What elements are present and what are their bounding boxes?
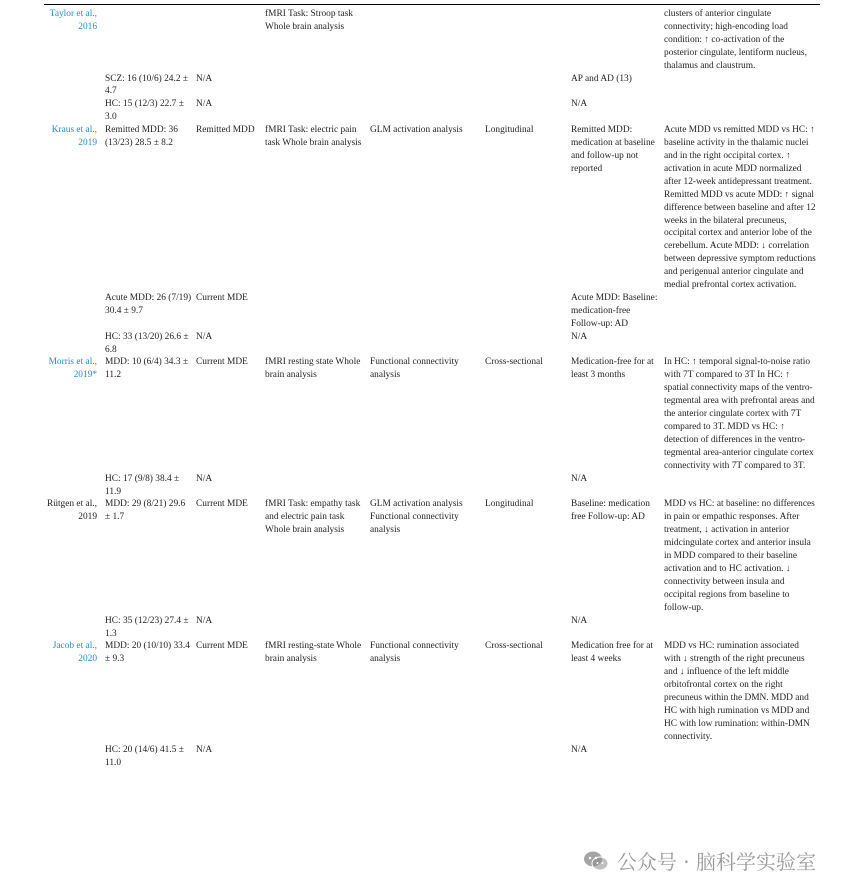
table-row: [44, 640, 820, 743]
cell-method: [370, 98, 485, 124]
cell-mde: Current MDE: [196, 499, 248, 510]
cell-method: GLM activation analysis: [370, 125, 463, 136]
cell-sample: HC: 33 (13/20) 26.6 ± 6.8: [105, 331, 189, 355]
cell-task: fMRI Task: Stroop task Whole brain analysis: [265, 9, 353, 32]
cell-findings: Acute MDD vs remitted MDD vs HC: ↑ baseline activity in the thalamic nuclei and in the right occipital cortex. ↑ activation in acute MDD normalized after 12-week antidepressant treatment. Remitted MDD vs acute MDD: ↑ signal difference between baseline and after 12 weeks in the bilateral precuneus, occipital cortex and anterior lobe of the cerebellum. Acute MDD: ↓ correlation between depressive symptom reductions and perigenual anterior cingulate and medial prefrontal cortex activation.: [664, 125, 816, 291]
cell-mde: Current MDE: [196, 641, 248, 652]
cell-mde: Current MDE: [196, 292, 248, 303]
study-reference-link[interactable]: Kraus et al., 2019: [51, 125, 97, 149]
cell-mde: N/A: [196, 73, 213, 84]
watermark-text: 公众号 · 脑科学实验室: [616, 850, 816, 874]
cell-task: [265, 744, 370, 770]
cell-design: [485, 331, 571, 357]
table-top-rule: [44, 4, 820, 5]
table-row: [44, 356, 820, 472]
cell-findings: [664, 473, 820, 499]
cell-task: [265, 615, 370, 641]
cell-method: GLM activation analysis Functional connectivity analysis: [370, 499, 463, 536]
cell-study: [44, 744, 105, 770]
cell-mde: N/A: [196, 744, 213, 755]
study-reference-link[interactable]: Jacob et al., 2020: [52, 641, 97, 665]
cell-sample: Remitted MDD: 36 (13/23) 28.5 ± 8.2: [105, 125, 178, 149]
cell-sample: MDD: 10 (6/4) 34.3 ± 11.2: [105, 357, 189, 381]
cell-sample: [105, 8, 196, 73]
cell-medication: AP and AD (13): [571, 73, 632, 84]
cell-method: [370, 331, 485, 357]
cell-task: fMRI Task: empathy task and electric pain task Whole brain analysis: [265, 499, 361, 536]
cell-method: [370, 8, 485, 73]
cell-findings: [664, 98, 820, 124]
cell-mde: N/A: [196, 99, 213, 110]
cell-study: [44, 615, 105, 641]
cell-design: Longitudinal: [485, 499, 534, 510]
cell-mde: Remitted MDD: [196, 125, 255, 136]
cell-design: [485, 98, 571, 124]
cell-task: [265, 473, 370, 499]
table-row: [44, 124, 820, 292]
cell-study: [44, 473, 105, 499]
cell-medication: N/A: [571, 473, 588, 484]
cell-study: [44, 73, 105, 99]
table-row: [44, 292, 820, 331]
cell-findings: clusters of anterior cingulate connectivity; high-encoding load condition: ↑ co-activation of the posterior cingulate, lentiform nucleus, thalamus and claustrum.: [664, 9, 807, 71]
cell-medication: Medication-free for at least 3 months: [571, 357, 654, 381]
table-row: [44, 615, 820, 641]
cell-design: [485, 73, 571, 99]
cell-findings: In HC: ↑ temporal signal-to-noise ratio with 7T compared to 3T In HC: ↑ spatial connectivity maps of the ventro-tegmental area with prefrontal areas and the anterior cingulate cortex with 7T compared to 3T. MDD vs HC: ↑ detection of differences in the ventro-tegmental area-anterior cingulate cortex connectivity with 7T compared to 3T.: [664, 357, 815, 471]
cell-sample: MDD: 29 (8/21) 29.6 ± 1.7: [105, 499, 186, 523]
cell-findings: MDD vs HC: rumination associated with ↓ strength of the right precuneus and ↓ influence of the left middle orbitofrontal cortex on the right precuneus within the DMN. MDD and HC with high rumination vs MDD and HC with low rumination: within-DMN connectivity.: [664, 641, 810, 742]
cell-task: [265, 73, 370, 99]
cell-method: [370, 73, 485, 99]
cell-method: [370, 473, 485, 499]
cell-task: [265, 292, 370, 331]
watermark: [583, 846, 816, 875]
cell-design: [485, 8, 571, 73]
cell-mde: Current MDE: [196, 357, 248, 368]
cell-method: [370, 615, 485, 641]
cell-method: Functional connectivity analysis: [370, 641, 459, 665]
cell-design: Longitudinal: [485, 125, 534, 136]
cell-medication: N/A: [571, 615, 588, 626]
table-row: [44, 331, 820, 357]
cell-findings: [664, 615, 820, 641]
table-row: [44, 473, 820, 499]
wechat-icon: [583, 850, 609, 872]
cell-method: [370, 292, 485, 331]
cell-task: fMRI Task: electric pain task Whole brain analysis: [265, 125, 362, 149]
cell-medication: N/A: [571, 331, 588, 342]
cell-method: [370, 744, 485, 770]
cell-sample: SCZ: 16 (10/6) 24.2 ± 4.7: [105, 73, 189, 97]
cell-mde: [196, 8, 265, 73]
cell-sample: HC: 35 (12/23) 27.4 ± 1.3: [105, 615, 189, 639]
study-reference-link: Rütgen et al., 2019: [47, 499, 97, 523]
table-row: [44, 98, 820, 124]
table-row: [44, 744, 820, 770]
cell-task: fMRI resting state Whole brain analysis: [265, 357, 361, 381]
cell-findings: [664, 73, 820, 99]
table-row: [44, 498, 820, 614]
cell-medication: Remitted MDD: medication at baseline and follow-up not reported: [571, 125, 655, 174]
cell-sample: HC: 17 (9/8) 38.4 ± 11.9: [105, 473, 180, 497]
cell-mde: N/A: [196, 331, 213, 342]
cell-sample: HC: 20 (14/6) 41.5 ± 11.0: [105, 744, 184, 768]
cell-design: [485, 744, 571, 770]
cell-medication: [571, 8, 664, 73]
cell-medication: N/A: [571, 99, 588, 110]
cell-medication: Acute MDD: Baseline: medication-free Follow-up: AD: [571, 292, 658, 329]
cell-sample: HC: 15 (12/3) 22.7 ± 3.0: [105, 99, 184, 123]
cell-task: fMRI resting-state Whole brain analysis: [265, 641, 362, 665]
cell-study: [44, 98, 105, 124]
cell-medication: N/A: [571, 744, 588, 755]
cell-sample: MDD: 20 (10/10) 33.4 ± 9.3: [105, 641, 190, 665]
table-row: [44, 8, 820, 73]
studies-table: [44, 8, 820, 769]
cell-study: [44, 331, 105, 357]
cell-findings: MDD vs HC: at baseline: no differences in pain or empathic responses. After treatment, ↓ activation in anterior midcingulate cortex and anterior insula in MDD compared to their baseline activation and to HC activation. ↓ connectivity between insula and occipital regions from baseline to follow-up.: [664, 499, 815, 613]
studies-table-body: [44, 8, 820, 769]
cell-study: [44, 292, 105, 331]
cell-design: Cross-sectional: [485, 641, 543, 652]
cell-mde: N/A: [196, 473, 213, 484]
cell-task: [265, 331, 370, 357]
cell-medication: Baseline: medication free Follow-up: AD: [571, 499, 650, 523]
cell-findings: [664, 744, 820, 770]
cell-findings: [664, 292, 820, 331]
cell-task: [265, 98, 370, 124]
study-reference-link[interactable]: Taylor et al., 2016: [49, 9, 97, 32]
study-reference-link[interactable]: Morris et al., 2019*: [48, 357, 97, 381]
cell-method: Functional connectivity analysis: [370, 357, 459, 381]
cell-mde: N/A: [196, 615, 213, 626]
cell-design: [485, 292, 571, 331]
cell-design: [485, 473, 571, 499]
cell-design: Cross-sectional: [485, 357, 543, 368]
cell-medication: Medication free for at least 4 weeks: [571, 641, 653, 665]
cell-design: [485, 615, 571, 641]
table-row: [44, 73, 820, 99]
cell-findings: [664, 331, 820, 357]
cell-sample: Acute MDD: 26 (7/19) 30.4 ± 9.7: [105, 292, 192, 316]
